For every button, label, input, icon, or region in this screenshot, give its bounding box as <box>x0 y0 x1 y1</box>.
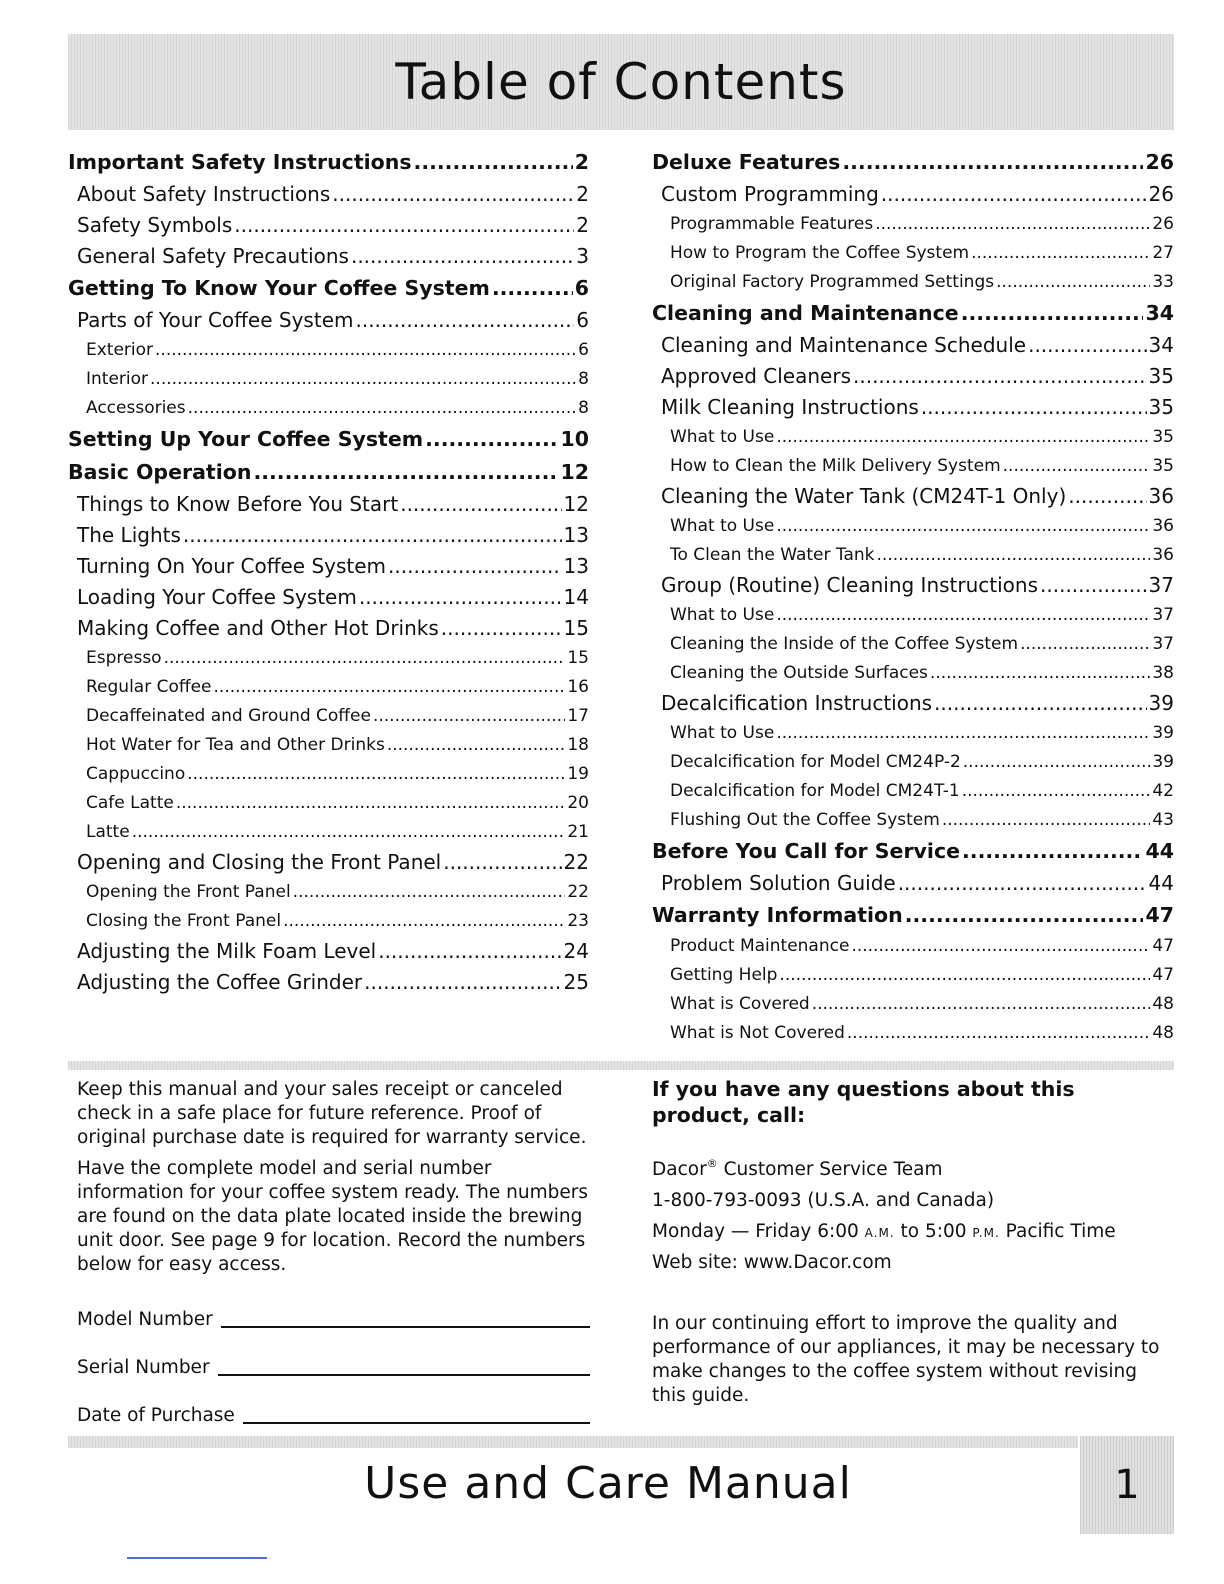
toc-leader-dots <box>971 239 1150 268</box>
toc-entry <box>68 336 589 365</box>
toc-leader-dots <box>132 818 566 847</box>
toc-entry-page: 14 <box>563 585 589 609</box>
toc-leader-dots <box>776 601 1150 630</box>
toc-entry-title: Decaffeinated and Ground Coffee <box>86 706 371 726</box>
toc-entry-title: Cleaning and Maintenance Schedule <box>661 333 1027 357</box>
toc-entry <box>652 330 1174 361</box>
toc-leader-dots <box>492 272 573 305</box>
toc-entry <box>652 481 1174 512</box>
page-number-box <box>1080 1436 1174 1534</box>
toc-entry-title: Important Safety Instructions <box>68 150 412 174</box>
toc-entry-title: Deluxe Features <box>652 150 841 174</box>
page-title: Table of Contents <box>395 53 847 111</box>
toc-entry-page: 15 <box>567 648 589 668</box>
toc-leader-dots <box>425 423 558 456</box>
toc-entry <box>652 541 1174 570</box>
title-band <box>68 34 1174 130</box>
toc-leader-dots <box>1028 330 1146 361</box>
toc-entry-title: Flushing Out the Coffee System <box>670 810 940 830</box>
toc-entry-title: Hot Water for Tea and Other Drinks <box>86 735 385 755</box>
page-number: 1 <box>1114 1462 1140 1508</box>
toc-entry <box>68 394 589 423</box>
model-number-label: Model Number <box>77 1309 213 1330</box>
toc-entry-title: How to Clean the Milk Delivery System <box>670 456 1001 476</box>
toc-entry-page: 12 <box>563 492 589 516</box>
toc-entry-title: Loading Your Coffee System <box>77 585 357 609</box>
toc-leader-dots <box>187 760 565 789</box>
toc-entry-page: 33 <box>1152 272 1174 292</box>
toc-entry <box>68 673 589 702</box>
receipt-note: Keep this manual and your sales receipt or canceled check in a safe place for future reference. Proof of original purchase date is required for warranty service. <box>77 1079 587 1148</box>
toc-entry-page: 8 <box>578 369 589 389</box>
toc-entry-title: Interior <box>86 369 149 389</box>
toc-entry <box>652 990 1174 1019</box>
toc-entry-title: Cleaning the Outside Surfaces <box>670 663 928 683</box>
hours-middle: to 5:00 <box>894 1221 973 1242</box>
toc-entry-title: Getting Help <box>670 965 778 985</box>
toc-leader-dots <box>1003 452 1151 481</box>
toc-entry-page: 36 <box>1152 545 1174 565</box>
toc-entry <box>652 688 1174 719</box>
toc-entry <box>68 272 589 305</box>
toc-entry-page: 39 <box>1152 752 1174 772</box>
toc-entry-page: 10 <box>560 427 589 451</box>
toc-entry-page: 18 <box>567 735 589 755</box>
toc-entry <box>68 936 589 967</box>
toc-entry-title: Getting To Know Your Coffee System <box>68 276 490 300</box>
toc-entry <box>652 179 1174 210</box>
toc-leader-dots <box>921 392 1147 423</box>
toc-entry-page: 22 <box>567 882 589 902</box>
toc-leader-dots <box>283 907 565 936</box>
toc-leader-dots <box>934 688 1147 719</box>
toc-leader-dots <box>378 936 561 967</box>
toc-leader-dots <box>1020 630 1150 659</box>
toc-leader-dots <box>851 932 1150 961</box>
toc-entry-title: Making Coffee and Other Hot Drinks <box>77 616 439 640</box>
toc-entry-page: 26 <box>1145 150 1174 174</box>
toc-entry-page: 37 <box>1148 573 1174 597</box>
toc-leader-dots <box>962 777 1151 806</box>
toc-entry <box>652 392 1174 423</box>
toc-entry-title: What is Covered <box>670 994 810 1014</box>
purchase-date-line <box>77 1380 597 1428</box>
toc-entry-title: Safety Symbols <box>77 213 233 237</box>
toc-entry <box>68 907 589 936</box>
toc-entry-title: Before You Call for Service <box>652 839 961 863</box>
toc-entry <box>68 760 589 789</box>
toc-entry-page: 47 <box>1145 903 1174 927</box>
service-team-line <box>652 1154 1174 1185</box>
toc-entry-page: 8 <box>578 398 589 418</box>
toc-leader-dots <box>351 241 574 272</box>
toc-entry <box>652 630 1174 659</box>
toc-entry <box>68 731 589 760</box>
toc-entry-page: 2 <box>576 182 589 206</box>
toc-entry-page: 19 <box>567 764 589 784</box>
toc-entry <box>68 847 589 878</box>
toc-entry-page: 24 <box>563 939 589 963</box>
toc-entry-title: To Clean the Water Tank <box>670 545 875 565</box>
toc-entry <box>68 520 589 551</box>
toc-leader-dots <box>364 967 561 998</box>
toc-entry-title: Adjusting the Coffee Grinder <box>77 970 363 994</box>
toc-entry-title: Cleaning the Water Tank (CM24T-1 Only) <box>661 484 1067 508</box>
toc-entry-page: 17 <box>567 706 589 726</box>
website-line: Web site: www.Dacor.com <box>652 1252 892 1273</box>
toc-leader-dots <box>881 179 1147 210</box>
toc-leader-dots <box>898 868 1147 899</box>
toc-entry <box>652 835 1174 868</box>
toc-leader-dots <box>176 789 566 818</box>
section-divider <box>68 1061 1174 1070</box>
toc-entry <box>68 179 589 210</box>
contact-heading: If you have any questions about this product, call: <box>652 1077 1075 1127</box>
toc-entry <box>652 452 1174 481</box>
toc-entry-page: 20 <box>567 793 589 813</box>
purchase-date-blank <box>243 1422 590 1424</box>
toc-entry-title: Exterior <box>86 340 154 360</box>
toc-entry-page: 35 <box>1152 427 1174 447</box>
toc-leader-dots <box>776 423 1150 452</box>
toc-entry-page: 36 <box>1148 484 1174 508</box>
toc-leader-dots <box>963 748 1151 777</box>
serial-number-blank <box>218 1374 590 1376</box>
toc-entry-page: 42 <box>1152 781 1174 801</box>
toc-leader-dots <box>875 210 1150 239</box>
toc-entry-title: Decalcification for Model CM24T-1 <box>670 781 960 801</box>
hours-line <box>652 1216 1174 1247</box>
toc-entry-page: 6 <box>578 340 589 360</box>
toc-entry-page: 22 <box>563 850 589 874</box>
toc-leader-dots <box>962 835 1143 868</box>
toc-leader-dots <box>183 520 562 551</box>
toc-entry-page: 6 <box>576 308 589 332</box>
toc-leader-dots <box>414 146 573 179</box>
toc-entry <box>68 146 589 179</box>
toc-entry <box>652 297 1174 330</box>
toc-entry <box>652 961 1174 990</box>
toc-entry-page: 25 <box>563 970 589 994</box>
toc-entry-page: 44 <box>1148 871 1174 895</box>
toc-entry <box>652 239 1174 268</box>
toc-leader-dots <box>877 541 1151 570</box>
toc-leader-dots <box>253 456 558 489</box>
toc-leader-dots <box>355 305 574 336</box>
toc-entry-page: 47 <box>1152 965 1174 985</box>
toc-entry-title: Basic Operation <box>68 460 252 484</box>
toc-entry-title: Things to Know Before You Start <box>77 492 399 516</box>
toc-entry-page: 48 <box>1152 994 1174 1014</box>
toc-entry-title: Programmable Features <box>670 214 874 234</box>
toc-entry-title: Opening the Front Panel <box>86 882 291 902</box>
toc-entry <box>68 644 589 673</box>
toc-entry-page: 35 <box>1148 395 1174 419</box>
toc-entry-page: 44 <box>1145 839 1174 863</box>
toc-entry-title: Setting Up Your Coffee System <box>68 427 424 451</box>
toc-leader-dots <box>812 990 1151 1019</box>
toc-leader-dots <box>234 210 574 241</box>
toc-entry-page: 34 <box>1148 333 1174 357</box>
toc-leader-dots <box>155 336 576 365</box>
toc-entry <box>652 601 1174 630</box>
toc-left-column <box>68 146 589 998</box>
toc-entry-title: Group (Routine) Cleaning Instructions <box>661 573 1039 597</box>
toc-entry <box>652 748 1174 777</box>
toc-entry-page: 39 <box>1152 723 1174 743</box>
toc-entry <box>652 146 1174 179</box>
toc-leader-dots <box>332 179 574 210</box>
toc-entry <box>652 719 1174 748</box>
toc-entry-page: 35 <box>1152 456 1174 476</box>
toc-entry-title: Opening and Closing the Front Panel <box>77 850 442 874</box>
service-team-suffix: Customer Service Team <box>717 1159 943 1180</box>
toc-entry <box>652 268 1174 297</box>
toc-entry-page: 34 <box>1145 301 1174 325</box>
toc-entry-title: Milk Cleaning Instructions <box>661 395 919 419</box>
toc-entry-page: 39 <box>1148 691 1174 715</box>
toc-entry-page: 3 <box>576 244 589 268</box>
phone-line: 1-800-793-0093 (U.S.A. and Canada) <box>652 1190 995 1211</box>
toc-entry-page: 13 <box>563 554 589 578</box>
toc-entry-title: Approved Cleaners <box>661 364 851 388</box>
toc-entry <box>652 423 1174 452</box>
purchase-date-label: Date of Purchase <box>77 1405 235 1426</box>
toc-entry-title: Decalcification Instructions <box>661 691 933 715</box>
toc-entry-page: 36 <box>1152 516 1174 536</box>
hours-start: Monday — Friday 6:00 <box>652 1221 865 1242</box>
toc-leader-dots <box>930 659 1150 688</box>
toc-entry-title: Product Maintenance <box>670 936 850 956</box>
toc-leader-dots <box>1068 481 1146 512</box>
toc-entry-page: 12 <box>560 460 589 484</box>
toc-entry-page: 37 <box>1152 605 1174 625</box>
toc-entry-title: What is Not Covered <box>670 1023 845 1043</box>
toc-entry-title: The Lights <box>77 523 181 547</box>
toc-entry-title: Original Factory Programmed Settings <box>670 272 995 292</box>
toc-entry-page: 26 <box>1152 214 1174 234</box>
pm-label: P.M. <box>972 1226 1000 1240</box>
toc-entry-page: 26 <box>1148 182 1174 206</box>
toc-entry <box>652 210 1174 239</box>
toc-entry <box>652 868 1174 899</box>
toc-entry-page: 15 <box>563 616 589 640</box>
toc-leader-dots <box>373 702 565 731</box>
toc-entry-page: 23 <box>567 911 589 931</box>
toc-entry-title: Accessories <box>86 398 186 418</box>
toc-leader-dots <box>388 551 562 582</box>
serial-number-line <box>77 1332 597 1380</box>
toc-entry <box>68 818 589 847</box>
toc-leader-dots <box>842 146 1143 179</box>
toc-entry <box>68 489 589 520</box>
toc-entry-page: 35 <box>1148 364 1174 388</box>
toc-entry <box>68 613 589 644</box>
toc-entry-title: Custom Programming <box>661 182 879 206</box>
revision-notice: In our continuing effort to improve the quality and performance of our appliances, it may be necessary to make changes to the coffee system without revising this guide. <box>652 1313 1160 1406</box>
toc-entry-page: 48 <box>1152 1023 1174 1043</box>
toc-leader-dots <box>847 1019 1150 1048</box>
toc-leader-dots <box>776 719 1150 748</box>
toc-entry-title: Decalcification for Model CM24P-2 <box>670 752 961 772</box>
serial-info-note: Have the complete model and serial number information for your coffee system ready. The numbers are found on the data plate located inside the brewing unit door. See page 9 for location. Record the numbers below for easy access. <box>77 1158 588 1275</box>
hours-end: Pacific Time <box>999 1221 1116 1242</box>
toc-entry-title: Adjusting the Milk Foam Level <box>77 939 377 963</box>
toc-entry <box>652 932 1174 961</box>
registered-mark: ® <box>706 1157 718 1170</box>
toc-entry <box>652 806 1174 835</box>
model-number-blank <box>221 1326 590 1328</box>
toc-entry-title: Regular Coffee <box>86 677 212 697</box>
contact-info <box>652 1076 1174 1427</box>
toc-entry <box>652 570 1174 601</box>
toc-entry <box>68 551 589 582</box>
manual-title: Use and Care Manual <box>364 1458 852 1509</box>
toc-leader-dots <box>905 899 1144 932</box>
toc-leader-dots <box>293 878 566 907</box>
toc-entry-title: Parts of Your Coffee System <box>77 308 354 332</box>
toc-entry <box>68 789 589 818</box>
toc-entry-title: Cafe Latte <box>86 793 174 813</box>
toc-entry <box>68 967 589 998</box>
toc-leader-dots <box>359 582 562 613</box>
toc-entry-title: Closing the Front Panel <box>86 911 282 931</box>
toc-entry <box>68 423 589 456</box>
toc-leader-dots <box>853 361 1147 392</box>
toc-entry <box>68 305 589 336</box>
toc-entry-page: 43 <box>1152 810 1174 830</box>
toc-leader-dots <box>1040 570 1147 601</box>
serial-number-label: Serial Number <box>77 1357 210 1378</box>
toc-leader-dots <box>779 961 1150 990</box>
toc-entry <box>68 456 589 489</box>
toc-entry-title: What to Use <box>670 605 775 625</box>
page-underline <box>127 1557 267 1559</box>
toc-entry-title: Espresso <box>86 648 162 668</box>
brand-name: Dacor <box>652 1159 707 1180</box>
toc-leader-dots <box>400 489 561 520</box>
toc-entry-title: What to Use <box>670 723 775 743</box>
toc-entry-page: 16 <box>567 677 589 697</box>
toc-leader-dots <box>150 365 576 394</box>
toc-entry-title: Cleaning the Inside of the Coffee System <box>670 634 1019 654</box>
toc-leader-dots <box>164 644 566 673</box>
toc-entry-title: Latte <box>86 822 130 842</box>
toc-leader-dots <box>996 268 1150 297</box>
toc-leader-dots <box>387 731 566 760</box>
toc-entry <box>652 899 1174 932</box>
toc-entry <box>68 878 589 907</box>
toc-entry <box>68 210 589 241</box>
toc-entry-page: 2 <box>574 150 589 174</box>
toc-entry <box>68 702 589 731</box>
toc-right-column <box>652 146 1174 1048</box>
toc-leader-dots <box>443 847 561 878</box>
toc-entry <box>652 659 1174 688</box>
toc-entry-title: What to Use <box>670 516 775 536</box>
toc-entry <box>68 241 589 272</box>
toc-entry-title: Cappuccino <box>86 764 186 784</box>
toc-entry <box>68 365 589 394</box>
toc-entry-title: General Safety Precautions <box>77 244 349 268</box>
toc-leader-dots <box>961 297 1144 330</box>
toc-entry <box>652 1019 1174 1048</box>
toc-entry-page: 2 <box>576 213 589 237</box>
model-number-line <box>77 1284 597 1332</box>
toc-entry-page: 6 <box>574 276 589 300</box>
toc-leader-dots <box>942 806 1151 835</box>
toc-entry-title: About Safety Instructions <box>77 182 331 206</box>
toc-entry-title: What to Use <box>670 427 775 447</box>
am-label: A.M. <box>864 1226 895 1240</box>
toc-entry <box>652 512 1174 541</box>
toc-entry-title: How to Program the Coffee System <box>670 243 970 263</box>
toc-entry <box>652 361 1174 392</box>
toc-leader-dots <box>441 613 562 644</box>
toc-leader-dots <box>776 512 1150 541</box>
record-keeping-notes <box>77 1078 597 1428</box>
toc-leader-dots <box>214 673 566 702</box>
toc-leader-dots <box>188 394 577 423</box>
toc-entry-title: Cleaning and Maintenance <box>652 301 959 325</box>
toc-entry-title: Warranty Information <box>652 903 903 927</box>
toc-entry-page: 47 <box>1152 936 1174 956</box>
toc-entry-page: 13 <box>563 523 589 547</box>
toc-entry-page: 21 <box>567 822 589 842</box>
footer-band <box>68 1436 1078 1448</box>
toc-entry-page: 37 <box>1152 634 1174 654</box>
toc-entry-title: Problem Solution Guide <box>661 871 896 895</box>
toc-entry-page: 27 <box>1152 243 1174 263</box>
toc-entry <box>68 582 589 613</box>
toc-entry-page: 38 <box>1152 663 1174 683</box>
toc-entry-title: Turning On Your Coffee System <box>77 554 387 578</box>
toc-entry <box>652 777 1174 806</box>
